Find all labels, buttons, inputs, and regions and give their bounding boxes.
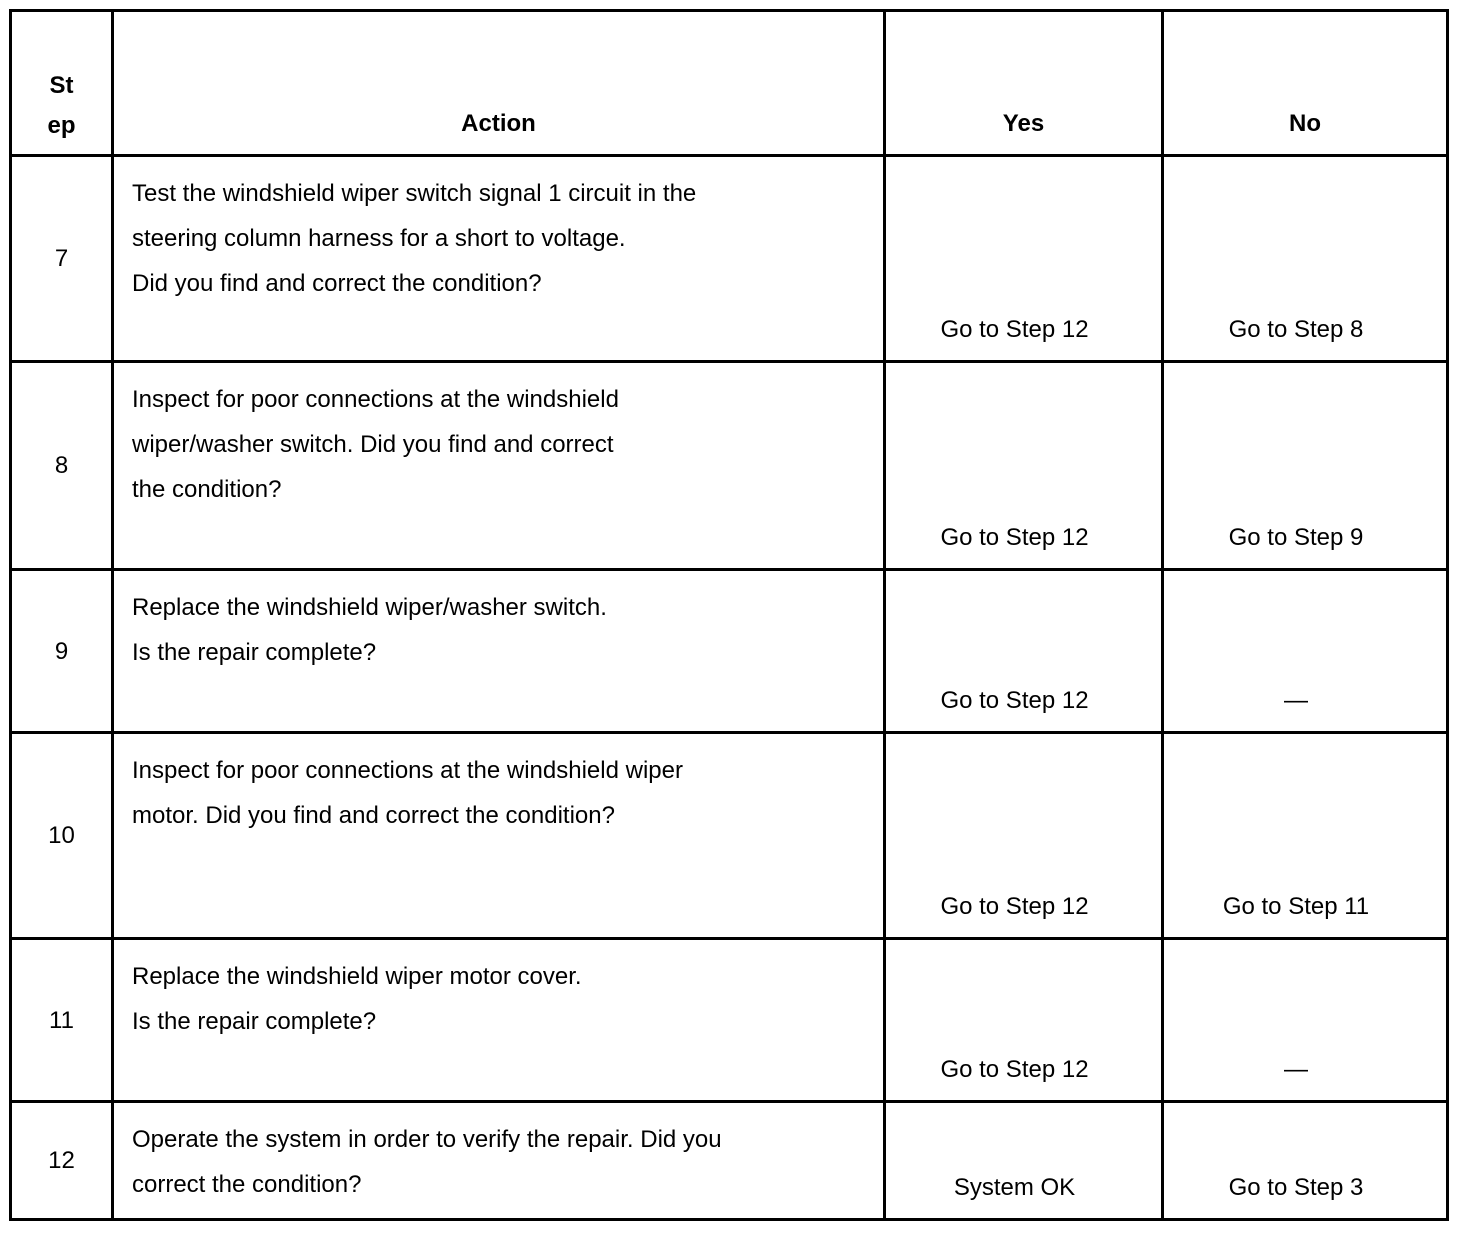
no-cell [1163,1102,1448,1220]
action-cell [113,1102,885,1220]
yes-result: System OK [953,1174,1076,1201]
no-result: — [1284,687,1308,714]
no-result: Go to Step 11 [1222,893,1370,920]
header-action-label: Action [461,110,536,137]
no-result: Go to Step 3 [1228,1174,1364,1201]
header-action [113,11,885,156]
action-text: Operate the system in order to verify the repair. Did you correct the condition? [132,1126,722,1198]
table-header-row [11,11,1448,156]
action-cell [113,939,885,1102]
table-row [11,939,1448,1102]
yes-cell [885,362,1163,570]
diagnostic-table [9,9,1449,1221]
action-text: Replace the windshield wiper motor cover. Is the repair complete? [132,963,582,1035]
action-text: Inspect for poor connections at the windshield wiper/washer switch. Did you find and correct the condition? [132,386,619,503]
no-cell [1163,362,1448,570]
action-cell [113,362,885,570]
header-no-label: No [1289,110,1321,137]
no-cell [1163,733,1448,939]
table-row [11,1102,1448,1220]
action-text: Test the windshield wiper switch signal 1 circuit in the steering column harness for a short to voltage. Did you find and correct the condition? [132,180,697,297]
yes-cell [885,733,1163,939]
header-step [11,11,113,156]
step-number: 8 [11,362,113,570]
yes-cell [885,156,1163,362]
header-no [1163,11,1448,156]
yes-result: Go to Step 12 [940,1056,1089,1083]
no-cell [1163,570,1448,733]
table-row [11,733,1448,939]
step-number: 11 [11,939,113,1102]
no-result: — [1284,1056,1308,1083]
action-text: Replace the windshield wiper/washer switch. Is the repair complete? [132,594,607,666]
yes-result: Go to Step 12 [940,893,1089,920]
yes-cell [885,1102,1163,1220]
no-result: Go to Step 8 [1228,316,1364,343]
yes-result: Go to Step 12 [940,316,1089,343]
table-row [11,362,1448,570]
no-cell [1163,939,1448,1102]
step-number: 10 [11,733,113,939]
yes-result: Go to Step 12 [940,524,1089,551]
no-cell [1163,156,1448,362]
yes-cell [885,939,1163,1102]
no-result: Go to Step 9 [1228,524,1364,551]
table-row [11,156,1448,362]
table-row [11,570,1448,733]
action-cell [113,733,885,939]
yes-result: Go to Step 12 [940,687,1089,714]
step-number: 12 [11,1102,113,1220]
action-cell [113,156,885,362]
step-number: 7 [11,156,113,362]
action-text: Inspect for poor connections at the windshield wiper motor. Did you find and correct the condition? [132,757,683,829]
header-yes-label: Yes [1002,110,1045,137]
header-yes [885,11,1163,156]
step-number: 9 [11,570,113,733]
action-cell [113,570,885,733]
header-step-label: St ep [47,72,76,139]
yes-cell [885,570,1163,733]
